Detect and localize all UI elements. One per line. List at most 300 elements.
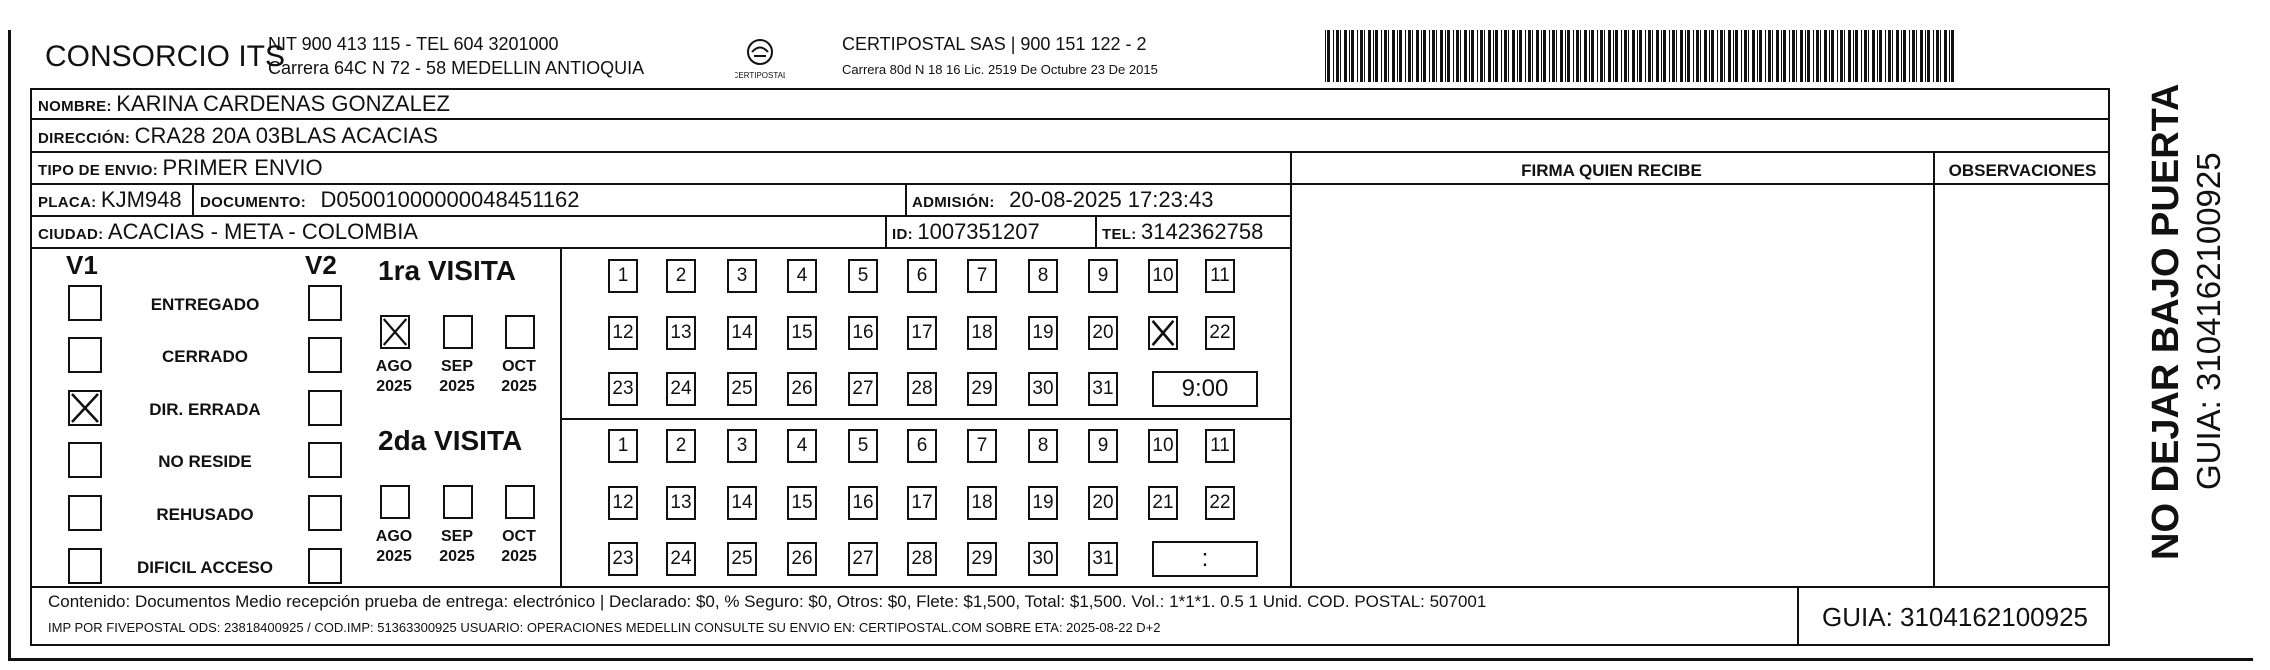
visit-day-box[interactable]: 10	[1148, 259, 1178, 293]
visit-day-box[interactable]: 17	[907, 316, 937, 350]
barcode-bar	[1576, 30, 1579, 82]
barcode-bar	[1325, 30, 1326, 82]
visit-day-box[interactable]: 11	[1205, 259, 1235, 293]
visit-day-box[interactable]: 1	[608, 429, 638, 463]
visit-day-box[interactable]: 19	[1028, 486, 1058, 520]
barcode-bar	[1495, 30, 1498, 82]
barcode-bar	[1405, 30, 1406, 82]
tipo-label: TIPO DE ENVIO:	[38, 162, 159, 179]
barcode-bar	[1360, 30, 1363, 82]
status-option-label: NO RESIDE	[158, 452, 252, 471]
barcode-bar	[1805, 30, 1806, 82]
barcode-bar	[1844, 30, 1845, 82]
barcode-bar	[1351, 30, 1354, 82]
barcode-bar	[1591, 30, 1594, 82]
visit-day-box[interactable]: 16	[848, 316, 878, 350]
admision-label: ADMISIÓN:	[912, 194, 995, 211]
visit-day-box[interactable]: 18	[967, 486, 997, 520]
barcode-bar	[1357, 30, 1358, 82]
visit-day-box[interactable]: 4	[787, 259, 817, 293]
status-option-label: REHUSADO	[156, 505, 254, 524]
barcode-bar	[1912, 30, 1915, 82]
company-line-1: NIT 900 413 115 - TEL 604 3201000	[268, 34, 559, 54]
visit-day-box[interactable]: 6	[907, 259, 937, 293]
visit-day-box[interactable]: 7	[967, 429, 997, 463]
barcode-bar	[1621, 30, 1622, 82]
barcode-bar	[1685, 30, 1686, 82]
barcode-bar	[1408, 30, 1411, 82]
barcode-bar	[1783, 30, 1786, 82]
visit-month-checkbox[interactable]	[505, 315, 535, 349]
barcode-bar	[1855, 30, 1858, 82]
visit-day-box[interactable]: 24	[666, 542, 696, 576]
direccion-label: DIRECCIÓN:	[38, 130, 131, 147]
visit-day-box[interactable]: 31	[1088, 542, 1118, 576]
month-name: OCT	[502, 358, 536, 375]
barcode-bar	[1645, 30, 1646, 82]
visit-day-box[interactable]: 28	[907, 372, 937, 406]
barcode-bar	[1412, 30, 1413, 82]
barcode-bar	[1375, 30, 1378, 82]
barcode-bar	[1759, 30, 1762, 82]
visit-day-box[interactable]: 27	[848, 542, 878, 576]
barcode-bar	[1456, 30, 1459, 82]
barcode-bar	[1423, 30, 1426, 82]
barcode-bar	[1680, 30, 1683, 82]
id-row	[892, 219, 1040, 245]
barcode-bar	[1525, 30, 1526, 82]
visit-day-box[interactable]: 11	[1205, 429, 1235, 463]
barcode-bar	[1432, 30, 1435, 82]
certipostal-line-1: CERTIPOSTAL SAS | 900 151 122 - 2	[842, 34, 1147, 54]
visit-day-box[interactable]: 7	[967, 259, 997, 293]
visit-month-checkbox[interactable]	[380, 485, 410, 519]
barcode-bar	[1336, 30, 1339, 82]
visit-month-checkbox[interactable]	[380, 315, 410, 349]
company-line-2: Carrera 64C N 72 - 58 MEDELLIN ANTIOQUIA	[268, 58, 645, 78]
status-v2-checkbox[interactable]	[308, 548, 342, 584]
admision-value: 20-08-2025 17:23:43	[1009, 187, 1214, 212]
visit-day-box[interactable]: 1	[608, 259, 638, 293]
barcode-bar	[1392, 30, 1395, 82]
barcode-bar	[1696, 30, 1699, 82]
nombre-value: KARINA CARDENAS GONZALEZ	[116, 91, 450, 116]
barcode-bar	[1663, 30, 1666, 82]
barcode-bar	[1580, 30, 1581, 82]
barcode-bar	[1933, 30, 1934, 82]
visit-day-box[interactable]: 25	[727, 542, 757, 576]
barcode-bar	[1807, 30, 1810, 82]
visit-day-box[interactable]: 4	[787, 429, 817, 463]
barcode-bar	[1373, 30, 1374, 82]
side-warning: NO DEJAR BAJO PUERTA	[2145, 83, 2187, 560]
barcode-bar	[1344, 30, 1347, 82]
barcode-bar	[1501, 30, 1502, 82]
visit-day-box[interactable]: 10	[1148, 429, 1178, 463]
barcode-bar	[1757, 30, 1758, 82]
visit-month-label	[366, 357, 422, 397]
ciudad-value: ACACIAS - META - COLOMBIA	[107, 219, 418, 244]
visit-day-box[interactable]: 26	[787, 372, 817, 406]
visit-day-box[interactable]: 28	[907, 542, 937, 576]
status-v2-checkbox[interactable]	[308, 495, 342, 531]
month-year: 2025	[501, 548, 537, 565]
barcode-bar	[1888, 30, 1891, 82]
visit-day-box[interactable]: 3	[727, 259, 757, 293]
barcode-bar	[1628, 30, 1629, 82]
barcode-bar	[1552, 30, 1555, 82]
barcode-bar	[1661, 30, 1662, 82]
barcode-bar	[1447, 30, 1450, 82]
visit-day-box[interactable]: 31	[1088, 372, 1118, 406]
visit-day-box[interactable]: 5	[848, 259, 878, 293]
status-option-label: DIFICIL ACCESO	[136, 558, 273, 577]
barcode-bar	[1604, 30, 1605, 82]
visit-day-box[interactable]: 23	[608, 372, 638, 406]
barcode-bar	[1567, 30, 1570, 82]
visit-day-box[interactable]: 12	[608, 316, 638, 350]
visit-day-box[interactable]: 30	[1028, 542, 1058, 576]
visit-day-box[interactable]: 8	[1028, 259, 1058, 293]
side-guia: GUIA: 3104162100925	[2190, 152, 2227, 490]
firma-header: FIRMA QUIEN RECIBE	[1521, 161, 1702, 180]
barcode-bar	[1789, 30, 1790, 82]
outer-border-left	[8, 30, 11, 660]
direccion-value: CRA28 20A 03BLAS ACACIAS	[134, 123, 438, 148]
barcode-bar	[1445, 30, 1446, 82]
barcode-bar	[1381, 30, 1382, 82]
barcode-bar	[1421, 30, 1422, 82]
visit-month-checkbox[interactable]	[505, 485, 535, 519]
barcode-bar	[1652, 30, 1653, 82]
tipo-value: PRIMER ENVIO	[162, 155, 323, 180]
barcode-bar	[1848, 30, 1851, 82]
barcode-bar	[1493, 30, 1494, 82]
barcode-bar	[1704, 30, 1707, 82]
visit-day-box[interactable]: 2	[666, 429, 696, 463]
barcode-bar	[1903, 30, 1906, 82]
barcode-bar	[1436, 30, 1437, 82]
visit-day-box[interactable]: 14	[727, 486, 757, 520]
documento-label: DOCUMENTO:	[200, 194, 307, 211]
barcode-bar	[1480, 30, 1483, 82]
visit-day-box[interactable]: 8	[1028, 429, 1058, 463]
barcode-bar	[1541, 30, 1542, 82]
barcode-bar	[1532, 30, 1533, 82]
barcode-bar	[1349, 30, 1350, 82]
barcode-bar	[1735, 30, 1738, 82]
barcode-bar	[1829, 30, 1830, 82]
barcode-bar	[1772, 30, 1773, 82]
barcode-bar	[1460, 30, 1461, 82]
observaciones-header: OBSERVACIONES	[1948, 161, 2097, 180]
ciudad-label: CIUDAD:	[38, 226, 104, 243]
barcode-bar	[1560, 30, 1563, 82]
barcode-bar	[1504, 30, 1507, 82]
visit-day-box[interactable]	[1148, 316, 1178, 350]
barcode-bar	[1920, 30, 1923, 82]
status-v1-checkbox[interactable]	[68, 495, 102, 531]
visit-month-label	[491, 357, 547, 397]
documento-row	[200, 187, 579, 213]
barcode-bar	[1624, 30, 1627, 82]
barcode-bar	[1519, 30, 1522, 82]
id-label: ID:	[892, 226, 913, 243]
visit-month-label	[366, 527, 422, 567]
barcode-bar	[1820, 30, 1821, 82]
barcode-bar	[1429, 30, 1430, 82]
barcode-bar	[1936, 30, 1939, 82]
barcode-bar	[1528, 30, 1531, 82]
certipostal-logo	[735, 36, 785, 82]
barcode-bar	[1399, 30, 1402, 82]
status-v2-checkbox[interactable]	[308, 337, 342, 373]
visit-month-label	[491, 527, 547, 567]
barcode-bar	[1397, 30, 1398, 82]
tipo-row	[38, 155, 323, 181]
barcode-bar	[1639, 30, 1642, 82]
month-year: 2025	[376, 548, 412, 565]
barcode-bar	[1892, 30, 1893, 82]
barcode-bar	[1615, 30, 1618, 82]
barcode-bar	[1853, 30, 1854, 82]
barcode-bar	[1733, 30, 1734, 82]
barcode-bar	[1837, 30, 1838, 82]
visit-day-box[interactable]: 15	[787, 486, 817, 520]
barcode-bar	[1885, 30, 1886, 82]
visit-day-box[interactable]: 16	[848, 486, 878, 520]
barcode-bar	[1927, 30, 1930, 82]
barcode-bar	[1464, 30, 1467, 82]
barcode-bar	[1648, 30, 1651, 82]
barcode-bar	[1816, 30, 1819, 82]
footer-imp: IMP POR FIVEPOSTAL ODS: 23818400925 / COD.IMP: 51363300925 USUARIO: OPERACIONES MEDELLIN CONSULTE SU ENVIO EN: CERTIPOSTAL.COM SOBRE ETA: 2025-08-22 D+2	[48, 620, 1161, 635]
month-year: 2025	[501, 378, 537, 395]
barcode-bar	[1469, 30, 1470, 82]
barcode-bar	[1741, 30, 1742, 82]
barcode-bar	[1584, 30, 1587, 82]
status-option-label: CERRADO	[162, 347, 248, 366]
barcode-bar	[1608, 30, 1611, 82]
barcode-bar	[1556, 30, 1557, 82]
barcode-bar	[1724, 30, 1725, 82]
visit-day-box[interactable]: 30	[1028, 372, 1058, 406]
barcode-bar	[1440, 30, 1443, 82]
barcode-bar	[1868, 30, 1869, 82]
barcode-bar	[1781, 30, 1782, 82]
barcode-bar	[1368, 30, 1371, 82]
tel-row	[1102, 219, 1263, 245]
visit-day-box[interactable]: 29	[967, 542, 997, 576]
visit-day-box[interactable]: 29	[967, 372, 997, 406]
visit-day-box[interactable]: 21	[1148, 486, 1178, 520]
status-v2-checkbox[interactable]	[308, 390, 342, 426]
visit-title: 2da VISITA	[378, 425, 523, 456]
barcode-bar	[1896, 30, 1899, 82]
month-year: 2025	[376, 378, 412, 395]
barcode-bar	[1728, 30, 1731, 82]
barcode-bar	[1693, 30, 1694, 82]
barcode-bar	[1508, 30, 1509, 82]
month-year: 2025	[439, 548, 475, 565]
visit-title: 1ra VISITA	[378, 255, 516, 286]
outer-border-bottom	[8, 658, 2253, 661]
month-name: AGO	[375, 358, 413, 375]
barcode-bar	[1536, 30, 1539, 82]
visit-day-box[interactable]: 22	[1205, 486, 1235, 520]
month-name: SEP	[440, 358, 473, 375]
footer-contenido: Contenido: Documentos Medio recepción prueba de entrega: electrónico | Declarado: $0, % Seguro: $0, Otros: $0, Flete: $1,500, Total: $1,500. Vol.: 1*1*1. 0.5 1 Unid. COD. POSTAL: 507001	[48, 592, 1487, 611]
month-year: 2025	[439, 378, 475, 395]
visit-day-box[interactable]: 20	[1088, 316, 1118, 350]
barcode-bar	[1792, 30, 1795, 82]
month-name: OCT	[502, 528, 536, 545]
status-v2-checkbox[interactable]	[308, 442, 342, 478]
status-v1-checkbox[interactable]	[68, 285, 102, 321]
visit-day-box[interactable]: 17	[907, 486, 937, 520]
tel-label: TEL:	[1102, 226, 1137, 243]
footer-guia: GUIA: 3104162100925	[1822, 602, 2088, 632]
barcode-bar	[1613, 30, 1614, 82]
tracking-barcode	[1325, 30, 1955, 82]
barcode-bar	[1824, 30, 1827, 82]
barcode-bar	[1951, 30, 1954, 82]
visit-month-label	[429, 357, 485, 397]
direccion-row	[38, 123, 438, 149]
barcode-bar	[1637, 30, 1638, 82]
barcode-bar	[1879, 30, 1882, 82]
barcode-bar	[1864, 30, 1867, 82]
svg-text:CERTIPOSTAL: CERTIPOSTAL	[735, 71, 785, 80]
id-value: 1007351207	[917, 219, 1040, 244]
visit-time-box[interactable]: 9:00	[1152, 371, 1258, 407]
visit-day-box[interactable]: 24	[666, 372, 696, 406]
visit-day-box[interactable]: 22	[1205, 316, 1235, 350]
visit-day-box[interactable]: 2	[666, 259, 696, 293]
visit-month-checkbox[interactable]	[443, 485, 473, 519]
barcode-bar	[1709, 30, 1710, 82]
barcode-bar	[1748, 30, 1749, 82]
visit-day-box[interactable]: 14	[727, 316, 757, 350]
ciudad-row	[38, 219, 418, 245]
barcode-bar	[1877, 30, 1878, 82]
visit-day-box[interactable]: 27	[848, 372, 878, 406]
visit-month-checkbox[interactable]	[443, 315, 473, 349]
status-option-label: ENTREGADO	[150, 295, 260, 314]
placa-label: PLACA:	[38, 194, 97, 211]
v1-header: V1	[66, 250, 98, 280]
barcode-bar	[1840, 30, 1843, 82]
barcode-bar	[1565, 30, 1566, 82]
barcode-bar	[1672, 30, 1675, 82]
barcode-bar	[1512, 30, 1515, 82]
barcode-bar	[1589, 30, 1590, 82]
visit-day-box[interactable]: 15	[787, 316, 817, 350]
nombre-row	[38, 91, 450, 117]
barcode-bar	[1573, 30, 1574, 82]
visit-day-box[interactable]: 25	[727, 372, 757, 406]
barcode-bar	[1831, 30, 1834, 82]
barcode-bar	[1333, 30, 1334, 82]
barcode-bar	[1549, 30, 1550, 82]
visit-day-box[interactable]: 20	[1088, 486, 1118, 520]
barcode-bar	[1656, 30, 1659, 82]
visit-day-box[interactable]: 23	[608, 542, 638, 576]
barcode-bar	[1471, 30, 1474, 82]
barcode-bar	[1872, 30, 1875, 82]
visit-day-box[interactable]: 13	[666, 316, 696, 350]
barcode-bar	[1687, 30, 1690, 82]
certipostal-line-2: Carrera 80d N 18 16 Lic. 2519 De Octubre 23 De 2015	[842, 62, 1158, 77]
barcode-bar	[1901, 30, 1902, 82]
visit-day-box[interactable]: 18	[967, 316, 997, 350]
status-v1-checkbox[interactable]	[68, 442, 102, 478]
v2-header: V2	[305, 250, 337, 280]
status-option-label: DIR. ERRADA	[149, 400, 261, 419]
barcode-bar	[1517, 30, 1518, 82]
visit-day-box[interactable]: 9	[1088, 429, 1118, 463]
placa-value: KJM948	[100, 187, 182, 212]
barcode-bar	[1384, 30, 1387, 82]
barcode-bar	[1925, 30, 1926, 82]
company-name: CONSORCIO ITS	[45, 40, 286, 73]
barcode-bar	[1453, 30, 1454, 82]
barcode-bar	[1796, 30, 1797, 82]
month-name: AGO	[375, 528, 413, 545]
barcode-bar	[1765, 30, 1766, 82]
visit-day-box[interactable]: 9	[1088, 259, 1118, 293]
barcode-bar	[1676, 30, 1677, 82]
barcode-bar	[1717, 30, 1718, 82]
barcode-bar	[1944, 30, 1947, 82]
visit-time-box[interactable]: :	[1152, 541, 1258, 577]
status-v1-checkbox[interactable]	[68, 337, 102, 373]
visit-day-box[interactable]: 26	[787, 542, 817, 576]
placa-row	[38, 187, 182, 213]
barcode-bar	[1711, 30, 1714, 82]
barcode-bar	[1364, 30, 1365, 82]
barcode-bar	[1416, 30, 1419, 82]
visit-day-box[interactable]: 19	[1028, 316, 1058, 350]
barcode-bar	[1813, 30, 1814, 82]
admision-row	[912, 187, 1213, 213]
barcode-bar	[1488, 30, 1491, 82]
barcode-bar	[1800, 30, 1803, 82]
visit-day-box[interactable]: 5	[848, 429, 878, 463]
visit-day-box[interactable]: 12	[608, 486, 638, 520]
barcode-bar	[1720, 30, 1723, 82]
barcode-bar	[1340, 30, 1341, 82]
barcode-bar	[1669, 30, 1670, 82]
visit-day-box[interactable]: 6	[907, 429, 937, 463]
barcode-bar	[1543, 30, 1546, 82]
barcode-bar	[1484, 30, 1485, 82]
nombre-label: NOMBRE:	[38, 98, 112, 115]
status-v1-checkbox[interactable]	[68, 390, 102, 426]
barcode-bar	[1752, 30, 1755, 82]
visit-day-box[interactable]: 13	[666, 486, 696, 520]
barcode-bar	[1388, 30, 1389, 82]
visit-day-box[interactable]: 3	[727, 429, 757, 463]
month-name: SEP	[440, 528, 473, 545]
barcode-bar	[1861, 30, 1862, 82]
barcode-bar	[1597, 30, 1598, 82]
documento-value: D05001000000048451162	[320, 187, 580, 212]
status-v2-checkbox[interactable]	[308, 285, 342, 321]
barcode-bar	[1940, 30, 1941, 82]
status-v1-checkbox[interactable]	[68, 548, 102, 584]
tel-value: 3142362758	[1140, 219, 1264, 244]
